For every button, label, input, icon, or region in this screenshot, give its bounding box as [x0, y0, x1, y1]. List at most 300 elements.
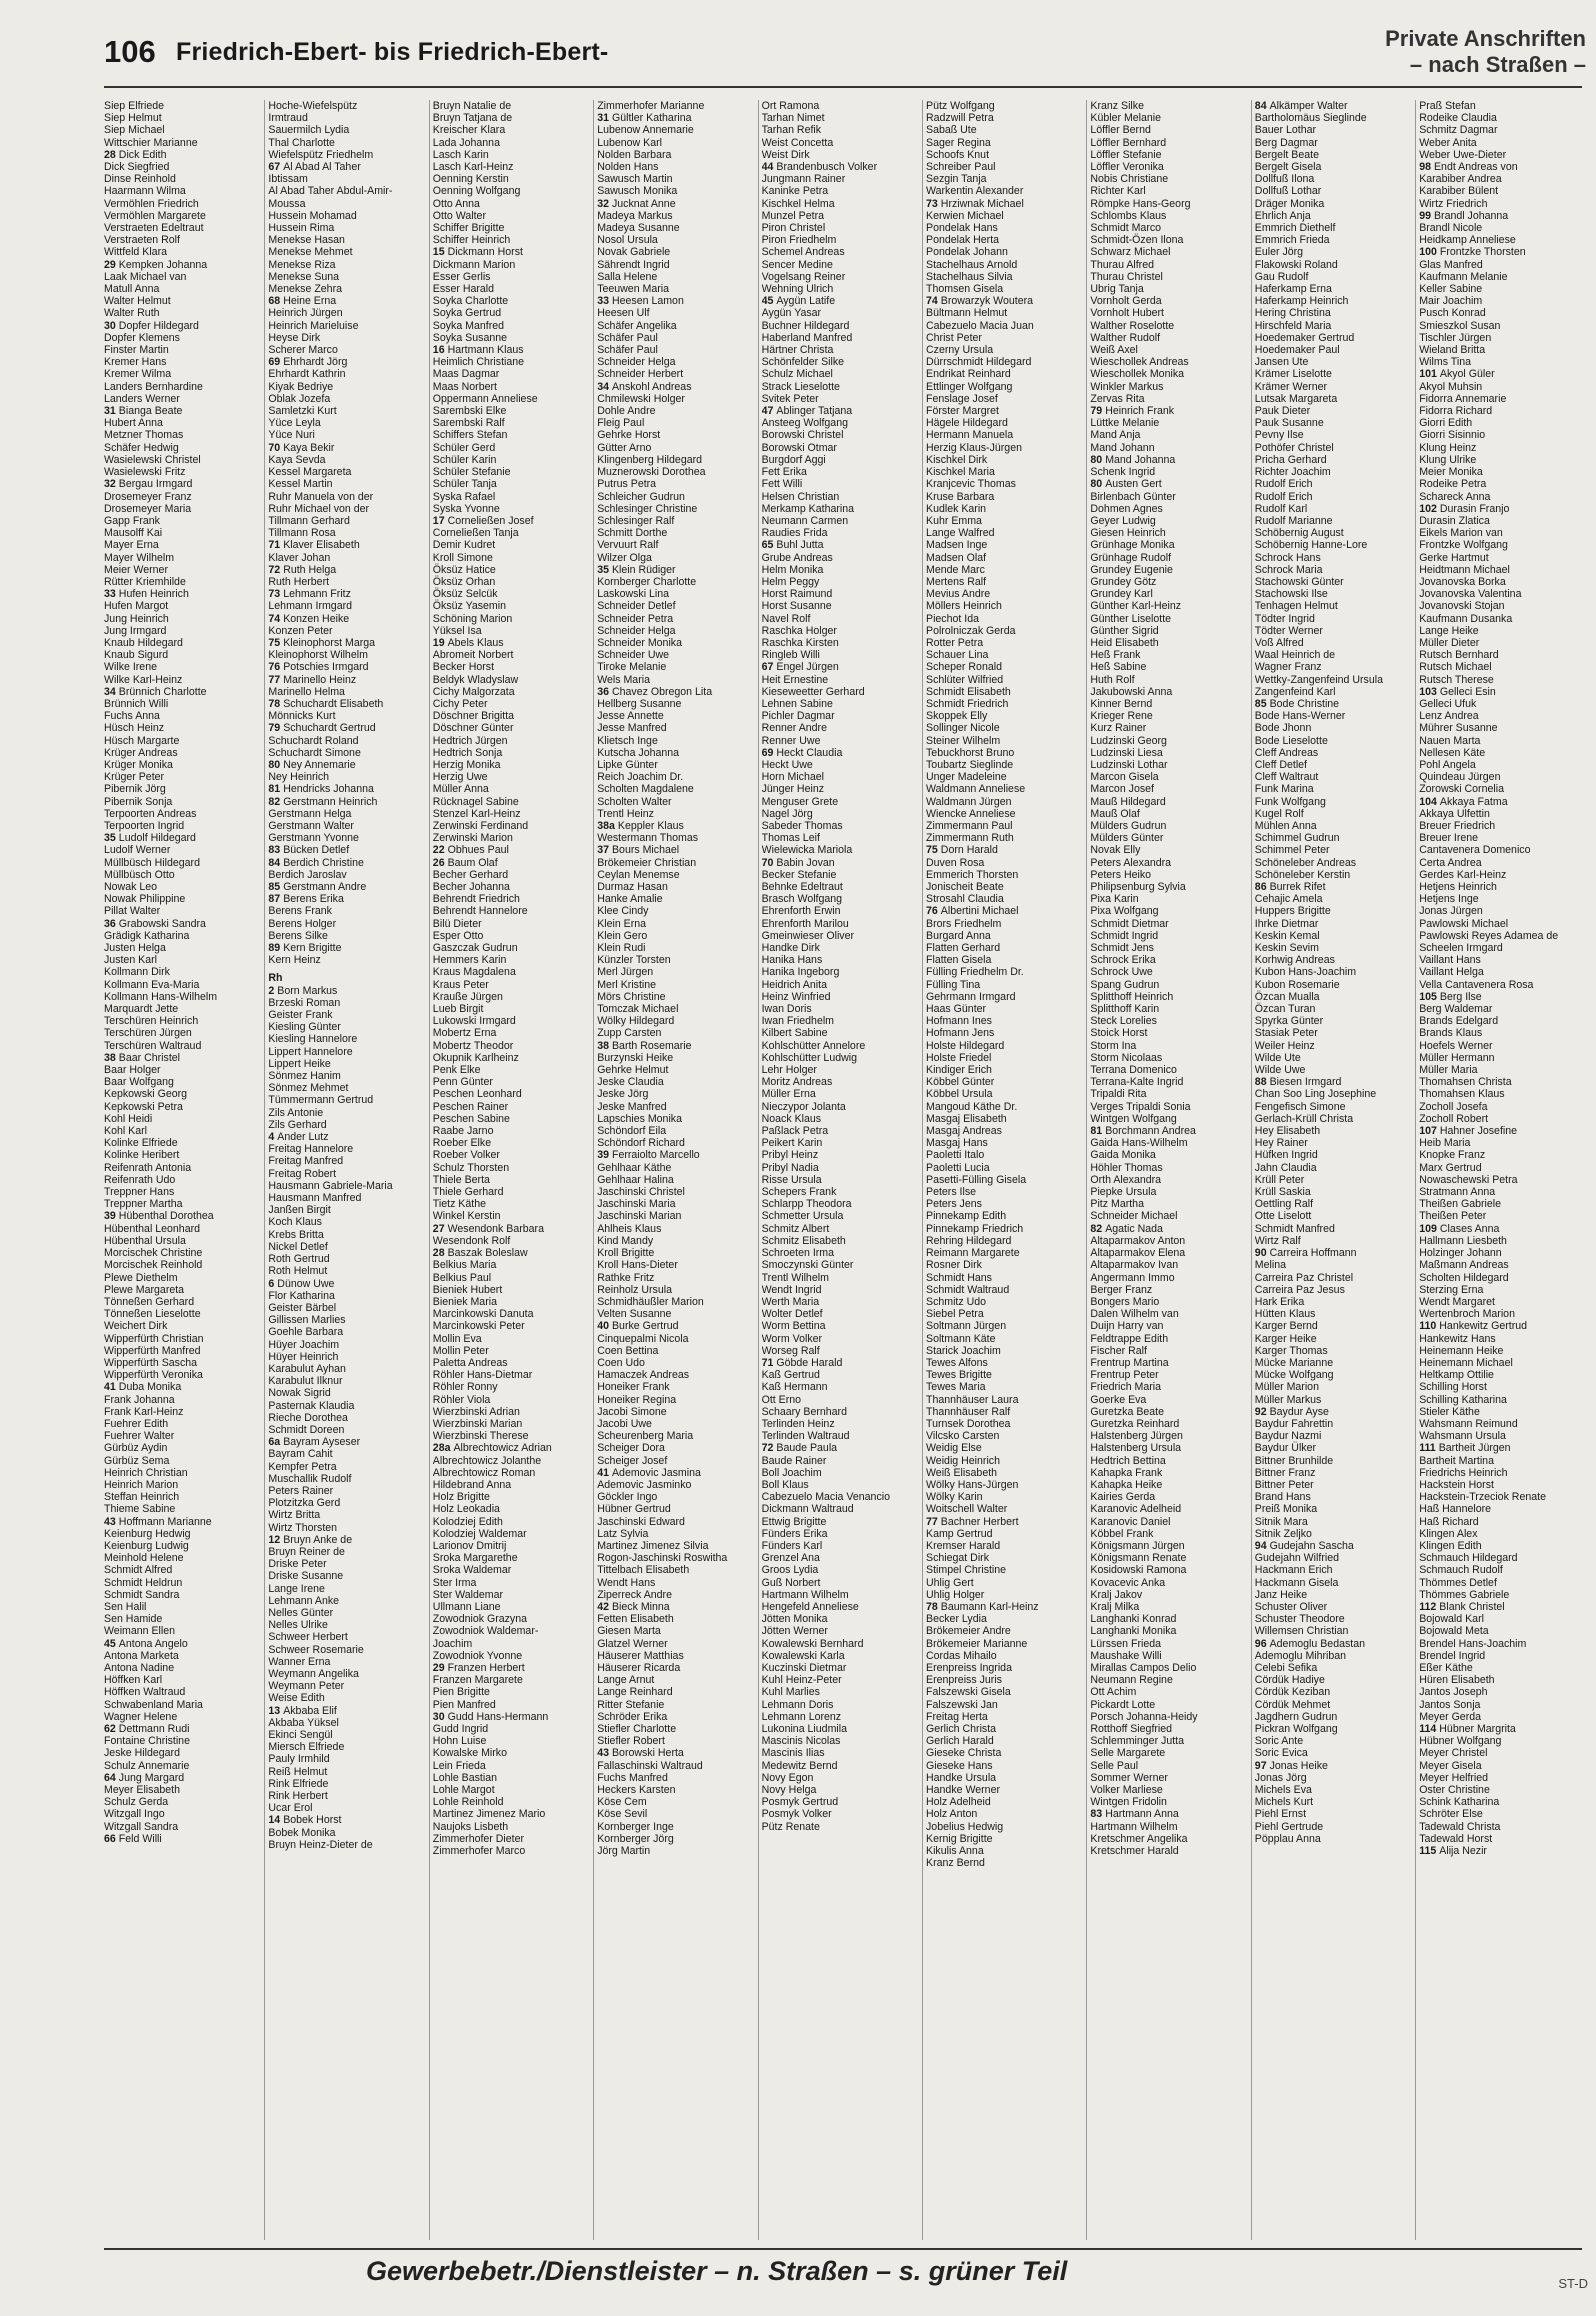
resident-entry [268, 356, 428, 368]
resident-name: Wölky Hildegard [597, 1015, 675, 1028]
resident-entry [762, 1503, 922, 1515]
resident-entry [104, 368, 264, 380]
resident-name: Teeuwen Maria [597, 283, 670, 296]
resident-entry [762, 1320, 922, 1332]
resident-name: Thannhäuser Ralf [926, 1405, 1011, 1418]
resident-entry [762, 283, 922, 295]
resident-entry [104, 1015, 264, 1027]
resident-entry [926, 1552, 1086, 1564]
resident-name: Grenzel Ana [761, 1552, 820, 1565]
resident-entry [104, 576, 264, 588]
resident-entry [1419, 1210, 1579, 1222]
resident-name: Bartheit Jürgen [1438, 1442, 1511, 1455]
resident-name: Franzen Herbert [447, 1662, 525, 1674]
resident-entry [1090, 1040, 1250, 1052]
resident-name: Steiner Wilhelm [926, 734, 1001, 747]
resident-entry [268, 1400, 428, 1412]
resident-name: Rudolf Erich [1254, 490, 1313, 503]
resident-entry [926, 1516, 1086, 1528]
resident-name: Stoick Horst [1090, 1027, 1148, 1040]
house-number: 30 [104, 319, 116, 332]
resident-entry [433, 478, 593, 490]
house-number: 110 [1419, 1320, 1437, 1333]
resident-name: Röhler Hans-Dietmar [432, 1369, 533, 1382]
resident-entry [597, 1235, 757, 1247]
resident-name: Abromeit Norbert [432, 649, 514, 662]
resident-name: Gerstmann Heinrich [283, 795, 378, 808]
resident-entry [1090, 1601, 1250, 1613]
resident-name: Dick Siegfried [104, 161, 170, 174]
resident-name: Wagner Helene [104, 1710, 178, 1723]
resident-entry [597, 783, 757, 795]
resident-entry [762, 808, 922, 820]
resident-name: Öksüz Orhan [432, 575, 496, 588]
resident-name: Scherer Marco [268, 344, 338, 357]
resident-entry [762, 869, 922, 881]
resident-entry [1255, 1735, 1415, 1747]
resident-entry [926, 1723, 1086, 1735]
resident-name: Reifenrath Udo [104, 1173, 176, 1186]
resident-name: Schiffers Stefan [432, 429, 508, 442]
resident-name: Gürbüz Aydin [104, 1442, 168, 1455]
resident-name: Cördük Keziban [1254, 1686, 1331, 1699]
resident-name: Hüfken Ingrid [1254, 1149, 1318, 1162]
resident-name: Eßer Käthe [1419, 1662, 1473, 1674]
resident-name: Dalen Wilhelm van [1090, 1308, 1179, 1321]
resident-name: Kranz Silke [1090, 100, 1144, 112]
resident-entry [268, 1351, 428, 1363]
resident-entry [1255, 222, 1415, 234]
resident-name: Ruhr Manuela von der [268, 490, 374, 503]
resident-name: Mauß Hildegard [1090, 795, 1166, 808]
resident-name: Müller Hermann [1419, 1051, 1495, 1064]
resident-entry [597, 1296, 757, 1308]
resident-name: Brasch Wolfgang [761, 893, 843, 906]
resident-entry [268, 503, 428, 515]
resident-name: Peschen Sabine [432, 1112, 510, 1125]
resident-name: Rodeike Claudia [1419, 112, 1497, 125]
resident-entry [762, 1650, 922, 1662]
resident-entry [1419, 588, 1579, 600]
resident-entry [1090, 1686, 1250, 1698]
resident-name: Mand Johann [1090, 441, 1155, 454]
resident-name: Haß Richard [1419, 1515, 1479, 1528]
resident-name: Czerny Ursula [926, 344, 994, 357]
resident-entry [268, 1180, 428, 1192]
resident-entry [926, 1333, 1086, 1345]
resident-entry [104, 1186, 264, 1198]
resident-name: Brands Klaus [1419, 1027, 1483, 1040]
resident-entry [268, 1497, 428, 1509]
resident-name: Kroll Brigitte [597, 1247, 655, 1260]
resident-entry [1255, 698, 1415, 710]
resident-entry [268, 1143, 428, 1155]
resident-entry [597, 442, 757, 454]
resident-entry [268, 112, 428, 124]
resident-name: Scheelen Irmgard [1419, 942, 1503, 955]
resident-name: Paßlack Petra [761, 1125, 829, 1138]
resident-name: Giorri Edith [1419, 417, 1473, 430]
resident-entry [762, 1772, 922, 1784]
resident-entry [433, 1040, 593, 1052]
resident-entry [1255, 893, 1415, 905]
resident-name: Stenzel Karl-Heinz [432, 807, 521, 820]
resident-entry [268, 1839, 428, 1851]
resident-name: Kerwien Michael [926, 209, 1004, 222]
resident-name: Scheiger Dora [597, 1442, 665, 1455]
resident-entry [1090, 1589, 1250, 1601]
resident-name: Haferkamp Heinrich [1254, 295, 1349, 308]
directory-column [1090, 100, 1250, 2240]
resident-entry [268, 1119, 428, 1131]
resident-entry [1090, 1076, 1250, 1088]
resident-entry [926, 1064, 1086, 1076]
resident-name: Barth Rosemarie [611, 1039, 692, 1052]
resident-entry [268, 491, 428, 503]
resident-entry [1255, 942, 1415, 954]
resident-name: Langhanki Konrad [1090, 1613, 1177, 1626]
resident-entry [926, 1711, 1086, 1723]
resident-name: Horn Michael [761, 771, 825, 784]
house-number: 34 [104, 685, 116, 698]
resident-name: Gerlich Harald [926, 1735, 994, 1748]
resident-name: Mülders Gudrun [1090, 819, 1167, 832]
resident-entry [104, 393, 264, 405]
resident-name: Witzgall Sandra [104, 1820, 179, 1833]
resident-name: Ekinci Sengül [268, 1729, 333, 1742]
page-header [0, 0, 1596, 88]
resident-entry [268, 1656, 428, 1668]
resident-entry [1255, 869, 1415, 881]
resident-name: Merkamp Katharina [761, 502, 855, 515]
resident-entry [104, 991, 264, 1003]
resident-name: Keller Sabine [1419, 283, 1483, 296]
resident-entry [104, 1235, 264, 1247]
resident-name: Pütz Renate [761, 1820, 820, 1833]
resident-entry [1419, 1015, 1579, 1027]
resident-name: Dollfuß Ilona [1254, 173, 1315, 186]
resident-name: Sawusch Martin [597, 173, 673, 186]
resident-name: Witzgall Ingo [104, 1808, 165, 1821]
resident-entry [104, 1723, 264, 1735]
resident-entry [1255, 442, 1415, 454]
resident-name: Lürssen Frieda [1090, 1637, 1162, 1650]
resident-name: Menekse Mehmet [268, 246, 353, 259]
resident-entry [1255, 1162, 1415, 1174]
resident-name: Agatic Nada [1105, 1222, 1163, 1235]
resident-name: Jeske Jörg [597, 1088, 649, 1101]
resident-name: Glatzel Werner [597, 1637, 668, 1650]
resident-name: Piron Christel [761, 222, 826, 235]
resident-entry [104, 1625, 264, 1637]
resident-name: Rudolf Marianne [1254, 514, 1333, 527]
resident-entry [926, 600, 1086, 612]
resident-name: Gürbüz Sema [104, 1454, 170, 1467]
resident-name: Nolden Barbara [597, 148, 672, 161]
resident-name: Novy Egon [761, 1771, 814, 1784]
resident-name: Stieler Käthe [1419, 1405, 1480, 1418]
resident-name: Treppner Hans [104, 1186, 175, 1199]
resident-name: Hartmann Wilhelm [761, 1588, 849, 1601]
resident-entry [1090, 381, 1250, 393]
resident-entry [1419, 613, 1579, 625]
resident-name: Hüsch Heinz [104, 722, 165, 735]
house-number: 68 [268, 295, 281, 308]
section-title [1385, 26, 1586, 78]
resident-entry [597, 796, 757, 808]
resident-name: Öksüz Hatice [432, 563, 496, 576]
resident-entry [104, 1345, 264, 1357]
resident-entry [1090, 832, 1250, 844]
resident-name: Brandl Nicole [1419, 222, 1483, 235]
resident-entry [597, 966, 757, 978]
resident-name: Hüsch Margarte [104, 734, 180, 747]
resident-name: Cinquepalmi Nicola [597, 1332, 689, 1345]
resident-entry [1255, 1564, 1415, 1576]
resident-name: Kremer Wilma [104, 368, 172, 381]
resident-name: Skoppek Elly [926, 710, 988, 723]
resident-entry [104, 1430, 264, 1442]
resident-name: Löffler Bernd [1090, 124, 1151, 137]
resident-entry [433, 1711, 593, 1723]
resident-name: Kolinke Heribert [104, 1149, 180, 1162]
resident-name: Heinrich Marieluise [268, 319, 359, 332]
resident-name: Breuer Friedrich [1419, 819, 1496, 832]
resident-entry [1419, 1625, 1579, 1637]
resident-name: Falszewski Gisela [926, 1686, 1011, 1699]
resident-entry [762, 1003, 922, 1015]
resident-entry [433, 149, 593, 161]
resident-name: Becher Gerhard [432, 868, 509, 881]
house-number: 64 [104, 1771, 116, 1784]
resident-entry [926, 1345, 1086, 1357]
resident-name: Raabe Jarno [432, 1125, 494, 1138]
resident-name: Bieniek Hubert [432, 1283, 503, 1296]
resident-entry [104, 1516, 264, 1528]
resident-entry [1255, 1430, 1415, 1442]
resident-name: Sommer Werner [1090, 1771, 1168, 1784]
resident-entry [433, 295, 593, 307]
resident-name: Ludolf Werner [104, 844, 171, 857]
resident-name: Lehmann Doris [761, 1698, 834, 1711]
resident-entry [762, 1027, 922, 1039]
resident-entry [1255, 674, 1415, 686]
resident-entry [1090, 149, 1250, 161]
resident-name: Heltkamp Ottilie [1419, 1369, 1494, 1382]
resident-entry [1090, 1284, 1250, 1296]
resident-entry [1255, 1052, 1415, 1064]
house-number: 19 [432, 636, 445, 649]
resident-entry [104, 747, 264, 759]
resident-entry [926, 344, 1086, 356]
resident-entry [762, 1406, 922, 1418]
resident-name: Wilzer Olga [597, 551, 652, 564]
resident-name: Durasin Zlatica [1419, 514, 1490, 527]
resident-entry [104, 1467, 264, 1479]
resident-entry [104, 283, 264, 295]
resident-name: Nellesen Käte [1419, 746, 1486, 759]
resident-entry [762, 1552, 922, 1564]
resident-entry [1419, 1406, 1579, 1418]
resident-name: Winkler Markus [1090, 380, 1164, 393]
house-number: 71 [761, 1356, 774, 1369]
house-number: 35 [104, 832, 116, 845]
resident-name: Thomahsen Klaus [1419, 1088, 1505, 1101]
resident-entry [1255, 686, 1415, 698]
resident-name: Lehmann Fritz [283, 588, 351, 601]
resident-entry [104, 820, 264, 832]
resident-name: Jaschinski Maria [597, 1198, 676, 1211]
resident-name: Köbbel Ursula [926, 1088, 993, 1101]
resident-name: Brünnich Willi [104, 697, 169, 710]
resident-entry [433, 1821, 593, 1833]
resident-entry [1255, 1369, 1415, 1381]
resident-name: Otto Anna [432, 197, 480, 210]
resident-entry [1090, 1662, 1250, 1674]
resident-entry [104, 1076, 264, 1088]
resident-name: Gaida Hans-Wilhelm [1090, 1137, 1188, 1150]
resident-entry [926, 1686, 1086, 1698]
resident-entry [1419, 478, 1579, 490]
resident-entry [926, 1784, 1086, 1796]
resident-name: Holz Adelheid [926, 1796, 991, 1809]
resident-entry [1090, 137, 1250, 149]
resident-entry [1090, 661, 1250, 673]
resident-name: Kahapka Frank [1090, 1466, 1163, 1479]
house-number: 84 [1254, 100, 1267, 112]
resident-entry [268, 625, 428, 637]
resident-name: Sitnik Zeljko [1254, 1527, 1312, 1540]
resident-name: Driske Peter [268, 1558, 327, 1571]
resident-name: Schneider Helga [597, 624, 676, 637]
resident-entry [1419, 637, 1579, 649]
resident-entry [104, 1174, 264, 1186]
resident-name: Ehrenforth Erwin [761, 905, 841, 918]
resident-name: Stimpel Christine [926, 1564, 1007, 1577]
resident-name: Kairies Gerda [1090, 1491, 1156, 1504]
resident-entry [1419, 1540, 1579, 1552]
resident-name: Obhues Paul [447, 844, 509, 857]
resident-name: Reifenrath Antonia [104, 1161, 192, 1174]
resident-entry [433, 1528, 593, 1540]
resident-name: Irmtraud [268, 112, 308, 125]
resident-entry [926, 1320, 1086, 1332]
resident-entry [926, 1381, 1086, 1393]
resident-name: Jacobi Simone [597, 1405, 667, 1418]
resident-entry [433, 1613, 593, 1625]
resident-entry [433, 1564, 593, 1576]
resident-name: Antona Nadine [104, 1662, 175, 1674]
resident-name: Berg Dagmar [1254, 136, 1318, 149]
resident-entry [762, 246, 922, 258]
resident-name: Erenpreiss Ingrida [926, 1662, 1012, 1674]
resident-entry [1419, 1772, 1579, 1784]
resident-name: Volker Marliese [1090, 1784, 1163, 1797]
resident-entry [926, 185, 1086, 197]
resident-name: Novak Elly [1090, 844, 1141, 857]
resident-entry [597, 1589, 757, 1601]
resident-entry [926, 1040, 1086, 1052]
resident-name: Paoletti Italo [926, 1149, 985, 1162]
resident-name: Pawlowski Michael [1419, 917, 1509, 930]
resident-entry [1255, 344, 1415, 356]
resident-name: Werth Maria [761, 1295, 820, 1308]
resident-entry [1255, 381, 1415, 393]
resident-entry [104, 234, 264, 246]
resident-name: Wanner Erna [268, 1655, 331, 1668]
resident-entry [268, 613, 428, 625]
resident-entry [762, 491, 922, 503]
resident-entry [433, 259, 593, 271]
resident-name: Gerke Hartmut [1419, 551, 1489, 564]
resident-entry [268, 344, 428, 356]
resident-name: Mührer Susanne [1419, 722, 1498, 735]
resident-name: Stachowski Ilse [1254, 588, 1328, 601]
resident-name: Freitag Herta [926, 1710, 988, 1723]
resident-entry [268, 1448, 428, 1460]
directory-column [104, 100, 264, 2240]
resident-entry [1255, 1467, 1415, 1479]
resident-name: Raudies Frida [761, 527, 828, 540]
resident-name: Schilling Horst [1419, 1381, 1487, 1394]
resident-entry [597, 368, 757, 380]
resident-name: Kranjcevic Thomas [926, 478, 1016, 491]
resident-entry [762, 564, 922, 576]
resident-entry [597, 1601, 757, 1613]
resident-name: Storm Ina [1090, 1039, 1137, 1052]
resident-entry [104, 137, 264, 149]
resident-entry [104, 979, 264, 991]
resident-entry [433, 124, 593, 136]
house-number: 74 [268, 612, 281, 625]
resident-name: Masgaj Hans [926, 1137, 988, 1150]
resident-entry [926, 283, 1086, 295]
resident-entry [1255, 1503, 1415, 1515]
resident-entry [268, 735, 428, 747]
resident-name: Brors Friedhelm [926, 917, 1002, 930]
house-number: 32 [104, 478, 116, 491]
resident-name: Weidig Heinrich [926, 1454, 1000, 1467]
resident-name: Wirtz Thorsten [268, 1521, 338, 1534]
resident-name: Kilbert Sabine [761, 1027, 828, 1040]
resident-name: Antona Angelo [118, 1637, 188, 1650]
resident-entry [1419, 1503, 1579, 1515]
resident-entry [1255, 1125, 1415, 1137]
resident-name: Alkämper Walter [1269, 100, 1348, 112]
resident-entry [268, 1766, 428, 1778]
house-number: 22 [432, 844, 445, 857]
resident-entry [762, 991, 922, 1003]
resident-name: Paletta Andreas [432, 1356, 508, 1369]
resident-entry [597, 991, 757, 1003]
resident-entry [597, 503, 757, 515]
resident-entry [1255, 1381, 1415, 1393]
resident-entry [762, 210, 922, 222]
resident-name: Jungmann Rainer [761, 173, 846, 186]
resident-entry [762, 1808, 922, 1820]
resident-entry [433, 320, 593, 332]
resident-entry [1255, 954, 1415, 966]
resident-name: Jeske Manfred [597, 1100, 667, 1113]
resident-name: Sezgin Tanja [926, 173, 987, 186]
resident-name: Kraus Magdalena [432, 966, 516, 979]
resident-name: Heinrich Jürgen [268, 307, 343, 320]
resident-entry [597, 552, 757, 564]
resident-entry [762, 966, 922, 978]
section-title-line2: – nach Straßen – [1409, 52, 1586, 77]
resident-entry [926, 857, 1086, 869]
resident-name: Frontzke Thorsten [1439, 246, 1526, 259]
